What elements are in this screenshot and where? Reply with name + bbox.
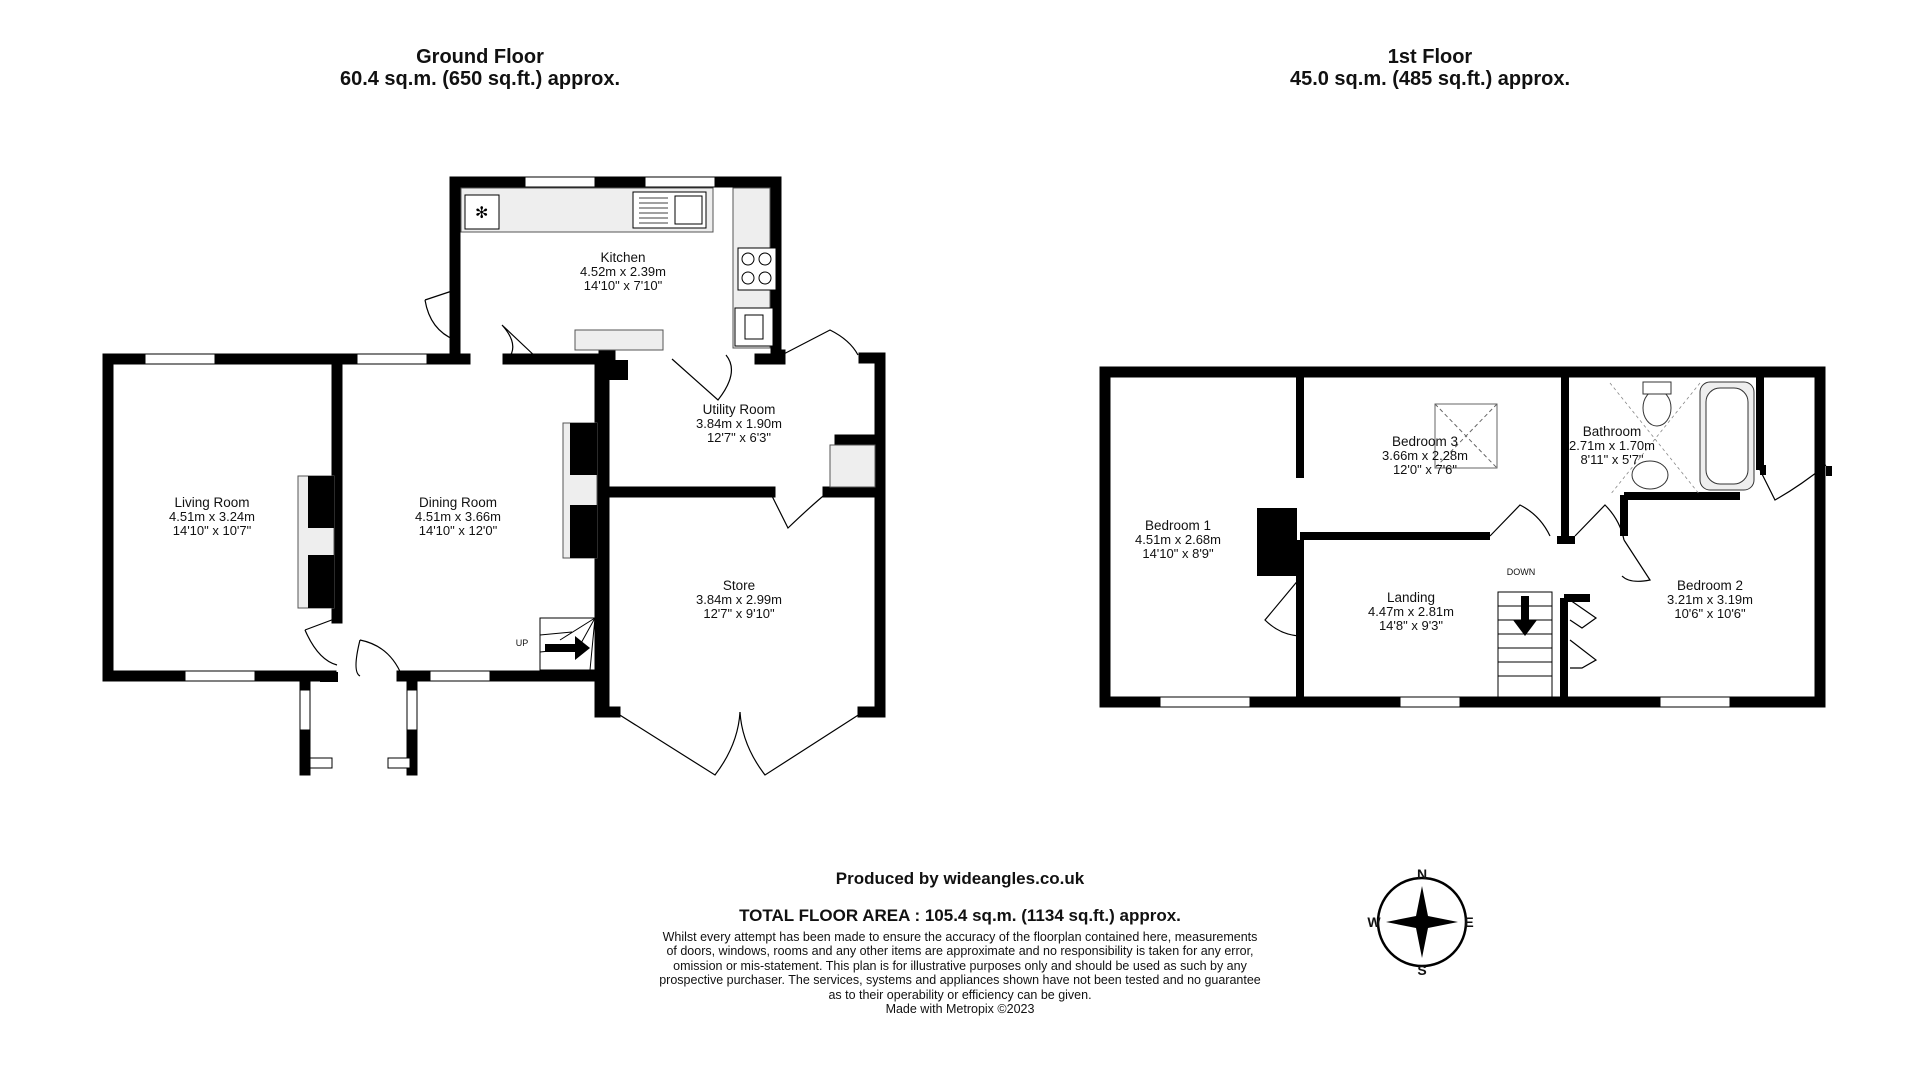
room-metric: 3.84m x 1.90m <box>696 416 782 431</box>
bathroom-door <box>1575 505 1624 540</box>
ground-floor-title: Ground Floor <box>416 46 544 68</box>
room-label-living-room <box>169 496 255 538</box>
compass-south: S <box>1417 962 1427 978</box>
room-label-bedroom-3 <box>1382 435 1468 477</box>
bedroom3-door <box>1490 505 1550 536</box>
room-imperial: 14'10" x 10'7" <box>172 523 252 538</box>
disclaimer-line: as to their operability or efficiency can be given. <box>828 987 1092 1002</box>
dining-porch-door <box>356 640 402 676</box>
room-metric: 4.51m x 3.24m <box>169 509 255 524</box>
total-floor-area: TOTAL FLOOR AREA : 105.4 sq.m. (1134 sq.ft.) approx. <box>739 906 1181 925</box>
room-name: Store <box>722 578 756 593</box>
room-name: Kitchen <box>600 250 646 265</box>
room-imperial: 14'10" x 12'0" <box>418 523 498 538</box>
room-name: Dining Room <box>418 495 498 510</box>
room-name: Bedroom 1 <box>1144 518 1212 533</box>
first-floor-title: 1st Floor <box>1387 46 1473 68</box>
room-label-store <box>696 579 782 621</box>
room-label-bedroom-1 <box>1135 519 1221 561</box>
room-imperial: 14'8" x 9'3" <box>1378 618 1444 633</box>
room-name: Bathroom <box>1582 424 1642 439</box>
dining-window-top <box>357 354 427 364</box>
store-double-door-right <box>740 712 863 775</box>
room-imperial: 12'0" x 7'6" <box>1392 462 1458 477</box>
room-imperial: 14'10" x 7'10" <box>583 278 663 293</box>
snowflake-icon: ✻ <box>475 203 489 222</box>
bedroom2-door <box>1622 540 1650 581</box>
compass-north: N <box>1416 866 1428 882</box>
room-name: Landing <box>1386 590 1436 605</box>
utility-worktop <box>830 445 875 487</box>
bedroom1-door <box>1265 578 1300 636</box>
room-label-bathroom <box>1569 425 1655 467</box>
compass-rose <box>1378 878 1466 966</box>
toilet <box>1643 390 1671 426</box>
room-metric: 3.21m x 3.19m <box>1667 592 1753 607</box>
dining-window-bottom <box>430 671 490 681</box>
compass-east: E <box>1464 914 1474 930</box>
room-label-utility-room <box>696 403 782 445</box>
room-metric: 4.51m x 3.66m <box>415 509 501 524</box>
room-name: Utility Room <box>702 402 776 417</box>
kitchen-window-2 <box>645 177 715 187</box>
room-metric: 3.66m x 2.28m <box>1382 448 1468 463</box>
living-porch-door <box>305 630 337 665</box>
chimney-breast <box>1257 508 1297 576</box>
room-metric: 3.84m x 2.99m <box>696 592 782 607</box>
room-metric: 4.47m x 2.81m <box>1368 604 1454 619</box>
room-metric: 4.52m x 2.39m <box>580 264 666 279</box>
room-name: Living Room <box>174 495 250 510</box>
stairs-down-label: DOWN <box>1506 567 1536 577</box>
airing-cupboard-door-2 <box>1570 640 1596 668</box>
ground-floor-area: 60.4 sq.m. (650 sq.ft.) approx. <box>339 68 621 90</box>
room-label-bedroom-2 <box>1667 579 1753 621</box>
room-label-kitchen <box>580 251 666 293</box>
disclaimer <box>560 930 1360 1016</box>
room-imperial: 10'6" x 10'6" <box>1674 606 1746 621</box>
disclaimer-line: of doors, windows, rooms and any other items are approximate and no responsibility is taken for any error, <box>666 944 1254 959</box>
stairs-down-arrow <box>1513 596 1537 636</box>
room-imperial: 12'7" x 6'3" <box>706 430 772 445</box>
living-window-bottom <box>185 671 255 681</box>
produced-by: Produced by wideangles.co.uk <box>835 869 1085 888</box>
porch-walls <box>305 676 412 770</box>
disclaimer-line: Whilst every attempt has been made to ensure the accuracy of the floorplan contained here, measurements <box>662 930 1258 944</box>
first-floor-area: 45.0 sq.m. (485 sq.ft.) approx. <box>1289 68 1571 90</box>
utility-store-door <box>770 492 828 528</box>
compass-west: W <box>1367 914 1381 930</box>
living-window-top <box>145 354 215 364</box>
made-with: Made with Metropix ©2023 <box>885 1002 1035 1017</box>
disclaimer-line: prospective purchaser. The services, systems and appliances shown have not been tested and no guarantee <box>659 973 1261 988</box>
room-imperial: 14'10" x 8'9" <box>1142 546 1214 561</box>
store-double-door-left <box>615 712 740 775</box>
kitchen-window-1 <box>525 177 595 187</box>
room-name: Bedroom 3 <box>1391 434 1459 449</box>
room-imperial: 8'11" x 5'7" <box>1580 452 1644 467</box>
room-metric: 4.51m x 2.68m <box>1135 532 1221 547</box>
kitchen-utility-door <box>672 355 731 400</box>
room-name: Bedroom 2 <box>1676 578 1744 593</box>
airing-cupboard-door-1 <box>1570 600 1596 628</box>
room-label-landing <box>1368 591 1454 633</box>
utility-external-door <box>776 330 858 358</box>
room-label-dining-room <box>415 496 501 538</box>
stairs-up-label: UP <box>515 638 529 648</box>
room-imperial: 12'7" x 9'10" <box>703 606 775 621</box>
room-metric: 2.71m x 1.70m <box>1569 438 1655 453</box>
disclaimer-line: omission or mis-statement. This plan is for illustrative purposes only and should be used as such by any <box>673 958 1247 973</box>
